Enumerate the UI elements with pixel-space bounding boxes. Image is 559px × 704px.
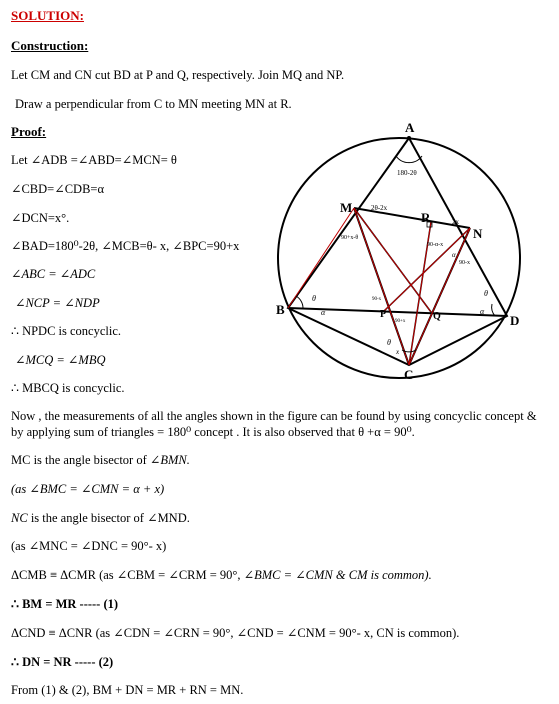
construction-line-2: Draw a perpendicular from C to MN meeting MN at R.	[15, 97, 292, 111]
label-q: Q	[433, 311, 441, 322]
proof-statement-2: ∠CBD=∠CDB=α	[11, 182, 104, 196]
proof-statement-3: ∠DCN=x°.	[11, 211, 70, 225]
proof-conclusion: From (1) & (2), BM + DN = MR + RN = MN.	[11, 683, 244, 697]
proof-statement-6: ∠NCP = ∠NDP	[15, 296, 100, 310]
proof-statement-1: Let ∠ADB =∠ABD=∠MCN= θ	[11, 153, 177, 167]
angle-label-d-theta: θ	[484, 289, 488, 298]
red-line-cm	[354, 208, 409, 365]
label-c: C	[404, 367, 414, 382]
angle-label-c-x: x	[396, 348, 400, 356]
proof-result-1: ∴ BM = MR ----- (1)	[11, 597, 119, 611]
point-a-dot	[407, 136, 411, 140]
proof-statement-4: ∠BAD=180⁰-2θ, ∠MCB=θ- x, ∠BPC=90+x	[11, 239, 240, 253]
label-m: M	[340, 200, 353, 215]
congruence-1-reason: ∠BMC = ∠CMN & CM is common).	[243, 568, 432, 582]
red-line-cn	[409, 228, 470, 365]
angle-label-r-right: 2x	[452, 218, 459, 226]
proof-statement-8: ∠MCQ = ∠MBQ	[15, 353, 106, 367]
label-n: N	[473, 226, 483, 241]
proof-heading: Proof:	[11, 124, 47, 139]
nc-segment: NC	[11, 511, 28, 525]
red-line-bm	[288, 208, 354, 308]
proof-statement-13	[11, 510, 190, 526]
label-a: A	[405, 120, 415, 135]
angle-label-p-left: 90-x	[372, 297, 382, 302]
proof-statement-5: ∠ABC = ∠ADC	[11, 267, 96, 281]
construction-heading: Construction:	[11, 38, 89, 53]
angle-label-d-alpha: α	[480, 307, 485, 316]
proof-statement-12: (as ∠BMC = ∠CMN = α + x)	[11, 482, 165, 496]
geometry-figure	[276, 118, 526, 386]
angle-label-m-top: 2θ-2x	[371, 204, 388, 212]
proof-statement-11	[11, 452, 190, 468]
proof-statement-17: ΔCND ≡ ΔCNR (as ∠CDN = ∠CRN = 90°, ∠CND = ∠CNM = 90°- x, CN is common).	[11, 626, 460, 640]
angle-label-n-right: 90-x	[459, 260, 470, 266]
angle-arc-d	[492, 304, 495, 316]
bisector-text: MC is the angle bisector of	[11, 453, 150, 467]
solution-title: SOLUTION:	[11, 8, 84, 23]
proof-statement-14: (as ∠MNC = ∠DNC = 90°- x)	[11, 539, 167, 553]
proof-statement-7: ∴ NPDC is concyclic.	[11, 324, 122, 338]
angle-label-b-theta: θ	[312, 294, 316, 303]
bisector-text-2: is the angle bisector of ∠MND.	[27, 511, 190, 525]
bisector-angle: ∠BMN.	[149, 453, 190, 467]
proof-result-2: ∴ DN = NR ----- (2)	[11, 655, 114, 669]
label-b: B	[276, 302, 285, 317]
label-r: R	[421, 210, 431, 225]
red-line-np	[384, 228, 470, 311]
angle-label-n-alpha: α	[452, 251, 456, 259]
angle-label-m-left: 90+x-θ	[341, 235, 359, 241]
proof-statement-9: ∴ MBCQ is concyclic.	[11, 381, 125, 395]
angle-label-p-x: 90+x	[395, 319, 406, 324]
construction-line-1: Let CM and CN cut BD at P and Q, respectively. Join MQ and NP.	[11, 68, 345, 82]
proof-statement-15	[11, 567, 432, 583]
angle-label-c-theta: θ	[387, 338, 391, 347]
angle-label-n-left: 90-α-x	[427, 242, 444, 248]
angle-label-b-alpha: α	[321, 308, 326, 317]
proof-paragraph: Now , the measurements of all the angles shown in the figure can be found by using concyclic concept & by applying sum of triangles = 180⁰ concept . It is also observed that θ +α = 90⁰.	[11, 409, 537, 439]
angle-label-apex: 180-2θ	[397, 169, 417, 177]
label-d: D	[510, 313, 520, 328]
congruence-1: ΔCMB ≡ ΔCMR (as ∠CBM = ∠CRM = 90°,	[11, 568, 244, 582]
label-p: P	[380, 309, 387, 320]
angle-arc-a	[396, 156, 422, 163]
angle-arc-b	[296, 296, 303, 308]
